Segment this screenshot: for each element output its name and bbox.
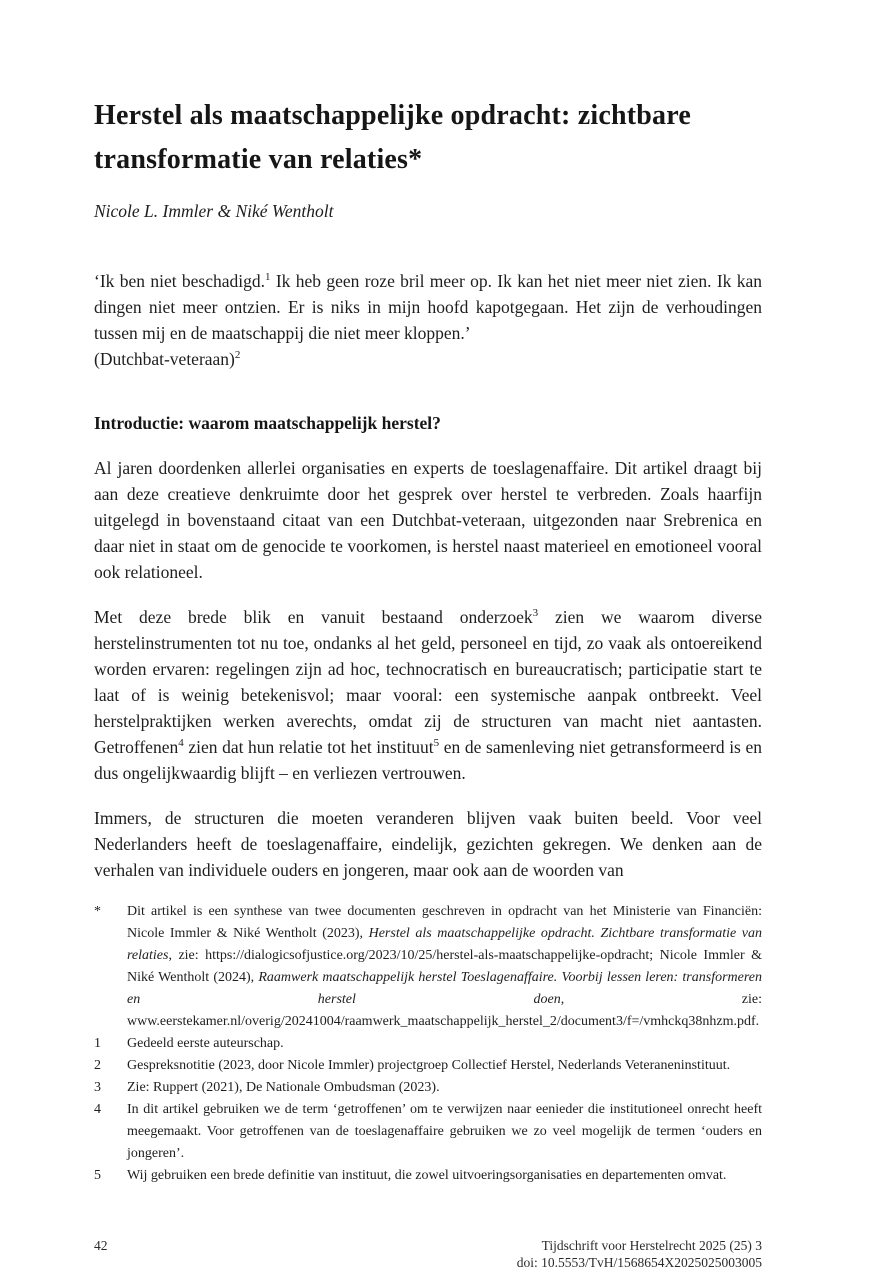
footnote-marker: 4 <box>94 1102 101 1117</box>
text-segment: Dit artikel is een synthese van twee documenten geschreven in opdracht van het Ministerie van Financiën: Nicole Immler & Niké Wentholt (2023), <box>127 904 762 941</box>
body-paragraph-2 <box>94 604 762 786</box>
footnote-text <box>127 1055 762 1077</box>
footnote-text <box>127 1033 762 1055</box>
journal-title-line: Tijdschrift voor Herstelrecht 2025 (25) 3 <box>541 1238 762 1253</box>
footnote-marker: 5 <box>94 1168 101 1183</box>
text-segment: In dit artikel gebruiken we de term ‘getroffenen’ om te verwijzen naar eenieder die institutioneel onrecht heeft meegemaakt. Voor getroffenen van de toeslagenaffaire gebruiken we zo veel mogelijk de termen ‘ouders en jongeren’. <box>127 1102 762 1161</box>
text-segment: (Dutchbat-veteraan) <box>94 349 235 369</box>
text-segment: Herstel als maatschappelijke opdracht. Zichtbare transformatie van relaties <box>127 926 762 963</box>
text-segment: Ik heb geen roze bril meer op. Ik kan het niet meer niet zien. Ik kan dingen niet meer ontzien. Er is niks in mijn hoofd kapotgegaan. Het zijn de verhoudingen tussen mij en de maatschappij die niet meer kloppen.’ <box>94 271 762 343</box>
article-title: Herstel als maatschappelijke opdracht: zichtbare transformatie van relaties* <box>94 100 692 175</box>
footnote-reference: 2 <box>234 349 241 362</box>
body-paragraph-3 <box>94 805 762 883</box>
text-segment: Gedeeld eerste auteurschap. <box>127 1036 284 1051</box>
body-paragraph-1 <box>94 455 762 585</box>
text-segment: Al jaren doordenken allerlei organisaties en experts de toeslagenaffaire. Dit artikel draagt bij aan deze creatieve denkruimte door het gesprek over herstel te verbreden. Zoals haarfijn uitgelegd in bovenstaand citaat van een Dutchbat-veteraan, uitgezonden naar Srebrenica en daar niet in staat om de genocide te voorkomen, is herstel naast materieel en emotioneel vooral ook relationeel. <box>94 458 762 582</box>
section-heading-introduction: Introductie: waarom maatschappelijk herstel? <box>94 413 441 433</box>
text-segment: en de samenleving niet getransformeerd is en dus ongelijkwaardig blijft – en verliezen vertrouwen. <box>94 737 762 783</box>
footnote-reference: 5 <box>433 737 440 750</box>
opening-quote <box>94 268 762 372</box>
footnote-4 <box>94 1099 762 1165</box>
footnote-marker: 3 <box>94 1080 101 1095</box>
footnote-text <box>127 1077 762 1099</box>
text-segment: zien we waarom diverse herstelinstrumenten tot nu toe, ondanks al het geld, personeel en tijd, zo vaak als ontoereikend worden ervaren: regelingen zijn ad hoc, technocratisch en bureaucratisch; participatie start te laat of is weinig betekenisvol; maar vooral: een systemische aanpak ontbreekt. Veel herstelpraktijken werken averechts, omdat zij de structuren van macht niet aantasten. Getroffenen <box>94 607 762 757</box>
article-authors: Nicole L. Immler & Niké Wentholt <box>94 201 334 221</box>
text-segment: zien dat hun relatie tot het instituut <box>183 737 434 757</box>
text-segment: Met deze brede blik en vanuit bestaand onderzoek <box>94 607 533 627</box>
page-footer <box>94 1237 762 1271</box>
footnote-1 <box>94 1033 762 1055</box>
footnote-reference: 4 <box>178 737 184 750</box>
footnote-reference: 1 <box>265 271 271 284</box>
text-segment: Zie: Ruppert (2021), De Nationale Ombudsman (2023). <box>127 1080 440 1095</box>
text-segment: Immers, de structuren die moeten veranderen blijven vaak buiten beeld. Voor veel Nederlanders heeft de toeslagenaffaire, eindelijk, gezichten gekregen. We denken aan de verhalen van individuele ouders en jongeren, maar ook aan de woorden van <box>94 808 762 880</box>
text-segment: Raamwerk maatschappelijk herstel Toeslagenaffaire. Voorbij lessen leren: transformeren en herstel doen <box>127 970 762 1007</box>
text-segment: Wij gebruiken een brede definitie van instituut, die zowel uitvoeringsorganisaties en departementen omvat. <box>127 1168 727 1183</box>
footnote-marker: 1 <box>94 1036 101 1051</box>
footnote-text <box>127 901 762 1033</box>
text-segment: ‘Ik ben niet beschadigd. <box>94 271 266 291</box>
footnote-text <box>127 1165 762 1187</box>
footnote-marker: * <box>94 904 101 919</box>
footnote-2 <box>94 1055 762 1077</box>
footnote-5 <box>94 1165 762 1187</box>
footnote-reference: 3 <box>532 607 539 620</box>
text-segment: Gespreksnotitie (2023, door Nicole Immler) projectgroep Collectief Herstel, Nederlands Veteraneninstituut. <box>127 1058 731 1073</box>
footnote-3 <box>94 1077 762 1099</box>
text-segment: , zie: https://dialogicsofjustice.org/2023/10/25/herstel-als-maatschappelijke-opdracht; Nicole Immler & Niké Wentholt (2024), <box>127 948 762 985</box>
footnote-asterisk <box>94 901 762 1033</box>
footnote-marker: 2 <box>94 1058 101 1073</box>
footnotes-block <box>94 901 762 1187</box>
doi-line: doi: 10.5553/TvH/1568654X2025025003005 <box>516 1255 762 1270</box>
text-segment: , zie: www.eerstekamer.nl/overig/20241004/raamwerk_maatschappelijk_herstel_2/document3/f=/vmhckq38nhzm.pdf. <box>127 992 762 1029</box>
journal-citation <box>517 1237 762 1271</box>
footnote-text <box>127 1099 762 1165</box>
article-content <box>94 0 762 883</box>
page-number: 42 <box>94 1238 108 1253</box>
